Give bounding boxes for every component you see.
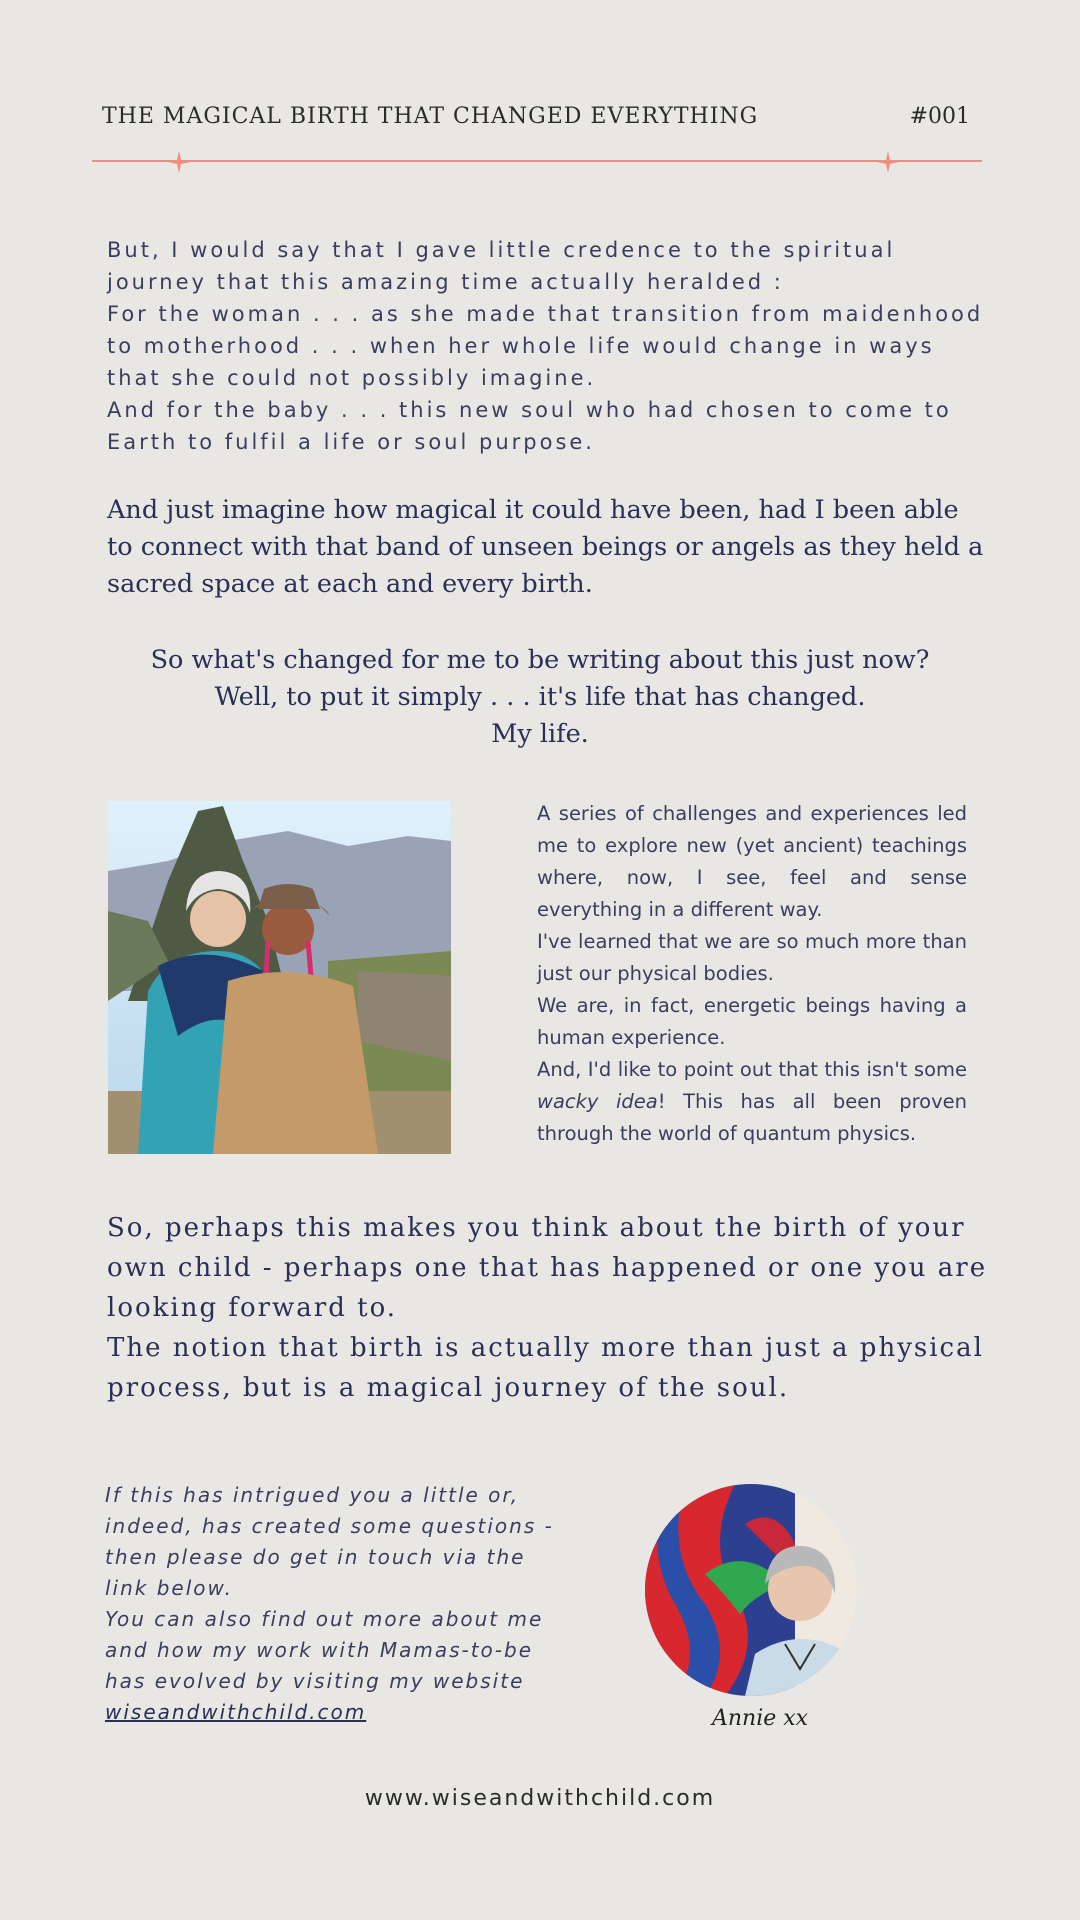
quote-line: Well, to put it simply . . . it's life that has changed. [214,682,866,712]
contact-text: You can also find out more about me and how my work with Mamas-to-be has evolved by visiting my website [105,1607,544,1693]
side-paragraph: I've learned that we are so much more than just our physical bodies. [537,930,967,985]
quote-line: My life. [491,719,589,749]
emphasis-text: wacky idea [537,1090,658,1113]
intro-line: And for the baby . . . this new soul who had chosen to come to Earth to fulfil a life or soul purpose. [107,398,952,454]
contact-line: If this has intrigued you a little or, indeed, has created some questions - then please do get in touch via the link below. [105,1483,554,1600]
contact-paragraph [105,1480,565,1728]
side-text [537,798,967,1150]
side-paragraph: A series of challenges and experiences led me to explore new (yet ancient) teachings where, now, I see, feel and sense everything in a different way. [537,802,967,921]
sparkle-right-icon [877,151,899,173]
intro-line: But, I would say that I gave little credence to the spiritual journey that this amazing time actually heralded : [107,238,896,294]
side-paragraph [537,1054,967,1150]
footer-url[interactable]: www.wiseandwithchild.com [364,1786,716,1811]
signature: Annie xx [712,1706,809,1731]
intro-line: For the woman . . . as she made that transition from maidenhood to motherhood . . . when her whole life would change in ways that she could not possibly imagine. [107,302,984,390]
website-link[interactable]: wiseandwithchild.com [105,1700,367,1724]
centered-quote [107,642,973,753]
imagine-paragraph: And just imagine how magical it could have been, had I been able to connect with that band of unseen beings or angels as they held a sacred space at each and every birth. [107,495,984,599]
page-title: THE MAGICAL BIRTH THAT CHANGED EVERYTHING [102,104,759,129]
intro-paragraph [107,234,987,458]
photo-machu-picchu [108,801,451,1154]
divider-line [92,160,982,162]
side-paragraph: We are, in fact, energetic beings having a human experience. [537,994,967,1049]
side-text-part: And, I'd like to point out that this isn't some [537,1058,967,1081]
birth-line: The notion that birth is actually more than just a physical process, but is a magical journey of the soul. [107,1333,984,1403]
birth-line: So, perhaps this makes you think about the birth of your own child - perhaps one that has happened or one you are looking forward to. [107,1213,988,1323]
avatar [645,1484,857,1696]
quote-line: So what's changed for me to be writing about this just now? [150,645,930,675]
side-text-part: ! This has all been proven through the world of quantum physics. [537,1090,967,1145]
issue-number: #001 [909,104,970,129]
sparkle-left-icon [168,151,190,173]
contact-line [105,1604,565,1728]
birth-paragraph [107,1208,1007,1408]
